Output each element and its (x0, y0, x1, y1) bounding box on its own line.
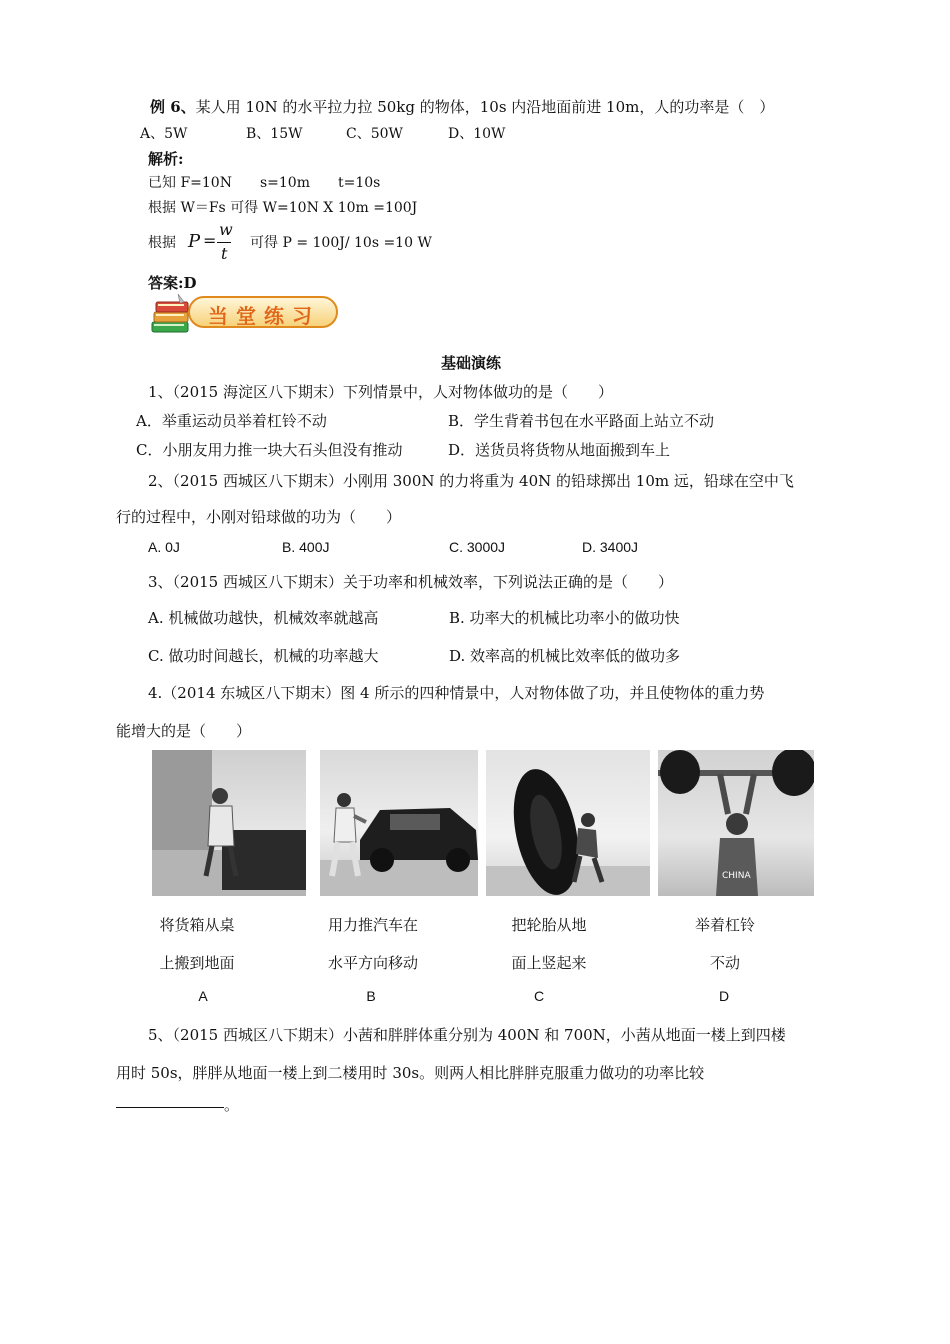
section-title: 基础演练 (441, 354, 502, 372)
scene-d-illustration (658, 750, 814, 896)
scene-a-illustration (152, 750, 306, 896)
example-question (150, 96, 774, 117)
formula-denominator: t (221, 244, 228, 263)
example-question-text: 某人用 10N 的水平拉力拉 50kg 的物体，10s 内沿地面前进 10m，人的功率是（ ） (195, 98, 775, 116)
power-formula (188, 220, 238, 264)
q3-option-d: D. 效率高的机械比效率低的做功多 (449, 647, 681, 665)
q2-option-a: A. 0J (148, 539, 180, 555)
q2-option-d: D. 3400J (582, 539, 639, 555)
q1-stem: 1、（2015 海淀区八下期末）下列情景中，人对物体做功的是（ ） (148, 383, 613, 401)
q3-option-a: A. 机械做功越快，机械效率就越高 (148, 609, 379, 627)
caption-d-line1: 举着杠铃 (694, 916, 755, 934)
banner-label: 当堂练习 (208, 304, 320, 328)
q3-option-b: B. 功率大的机械比功率小的做功快 (449, 609, 680, 627)
caption-b-letter: B (366, 988, 376, 1004)
photo-b (320, 750, 478, 896)
q5-line2: 用时 50s，胖胖从地面一楼上到二楼用时 30s。则两人相比胖胖克服重力做功的功率比较 (116, 1064, 705, 1082)
example-option-d: D、10W (448, 126, 506, 142)
q2-stem-line2: 行的过程中，小刚对铅球做的功为（ ） (116, 508, 402, 526)
caption-a-letter: A (198, 988, 208, 1004)
q5-answer-blank[interactable] (116, 1106, 224, 1108)
caption-a-line1: 将货箱从桌 (159, 916, 235, 934)
caption-c-line2: 面上竖起来 (511, 954, 587, 972)
q2-stem-line1: 2、（2015 西城区八下期末）小刚用 300N 的力将重为 40N 的铅球掷出 10m 远，铅球在空中飞 (148, 472, 794, 490)
caption-b-line1: 用力推汽车在 (327, 916, 418, 934)
q1-option-d: D．送货员将货物从地面搬到车上 (448, 441, 671, 459)
caption-d-letter: D (718, 988, 730, 1004)
q1-option-b: B．学生背着书包在水平路面上站立不动 (448, 412, 715, 430)
answer-line: 答案:D (148, 274, 197, 292)
caption-a-line2: 上搬到地面 (159, 954, 235, 972)
q5-tail: 。 (224, 1096, 240, 1114)
q2-option-c: C. 3000J (449, 539, 506, 555)
q3-stem: 3、（2015 西城区八下期末）关于功率和机械效率，下列说法正确的是（ ） (148, 573, 673, 591)
q3-option-c: C. 做功时间越长，机械的功率越大 (148, 647, 379, 665)
scene-c-illustration (486, 750, 650, 896)
step2-prefix: 根据 (148, 235, 176, 251)
photo-a (152, 750, 306, 896)
step1-line: 根据 W＝Fs 可得 W=10N X 10m =100J (148, 200, 418, 216)
analysis-label: 解析: (148, 150, 184, 168)
fraction-bar (217, 242, 231, 243)
q2-option-b: B. 400J (282, 539, 330, 555)
scene-b-illustration (320, 750, 478, 896)
q5-line1: 5、（2015 西城区八下期末）小茜和胖胖体重分别为 400N 和 700N，小茜从地面一楼上到四楼 (148, 1026, 786, 1044)
banner-pill (188, 296, 338, 328)
photo-c (486, 750, 650, 896)
example-option-a: A、5W (140, 126, 188, 142)
photo-d (658, 750, 814, 896)
caption-c-line1: 把轮胎从地 (511, 916, 587, 934)
formula-eq: = (203, 231, 217, 250)
q1-option-c: C．小朋友用力推一块大石头但没有推动 (136, 441, 403, 459)
formula-lhs: P (188, 231, 201, 252)
q4-stem-line1: 4.（2014 东城区八下期末）图 4 所示的四种情景中，人对物体做了功，并且使物体的重力势 (148, 684, 765, 702)
formula-numerator: w (219, 220, 233, 239)
jersey-text: CHINA (722, 871, 751, 881)
caption-c-letter: C (533, 988, 545, 1004)
example-option-b: B、15W (246, 126, 303, 142)
step2-suffix: 可得 P = 100J/ 10s =10 W (250, 235, 432, 251)
caption-b-line2: 水平方向移动 (327, 954, 418, 972)
example-title: 例 6、 (150, 98, 196, 116)
given-line: 已知 F=10N s=10m t=10s (148, 175, 381, 191)
caption-d-line2: 不动 (709, 954, 740, 972)
q4-stem-line2: 能增大的是（ ） (116, 722, 252, 740)
example-option-c: C、50W (346, 126, 403, 142)
practice-banner (148, 292, 342, 336)
q1-option-a: A．举重运动员举着杠铃不动 (136, 412, 327, 430)
